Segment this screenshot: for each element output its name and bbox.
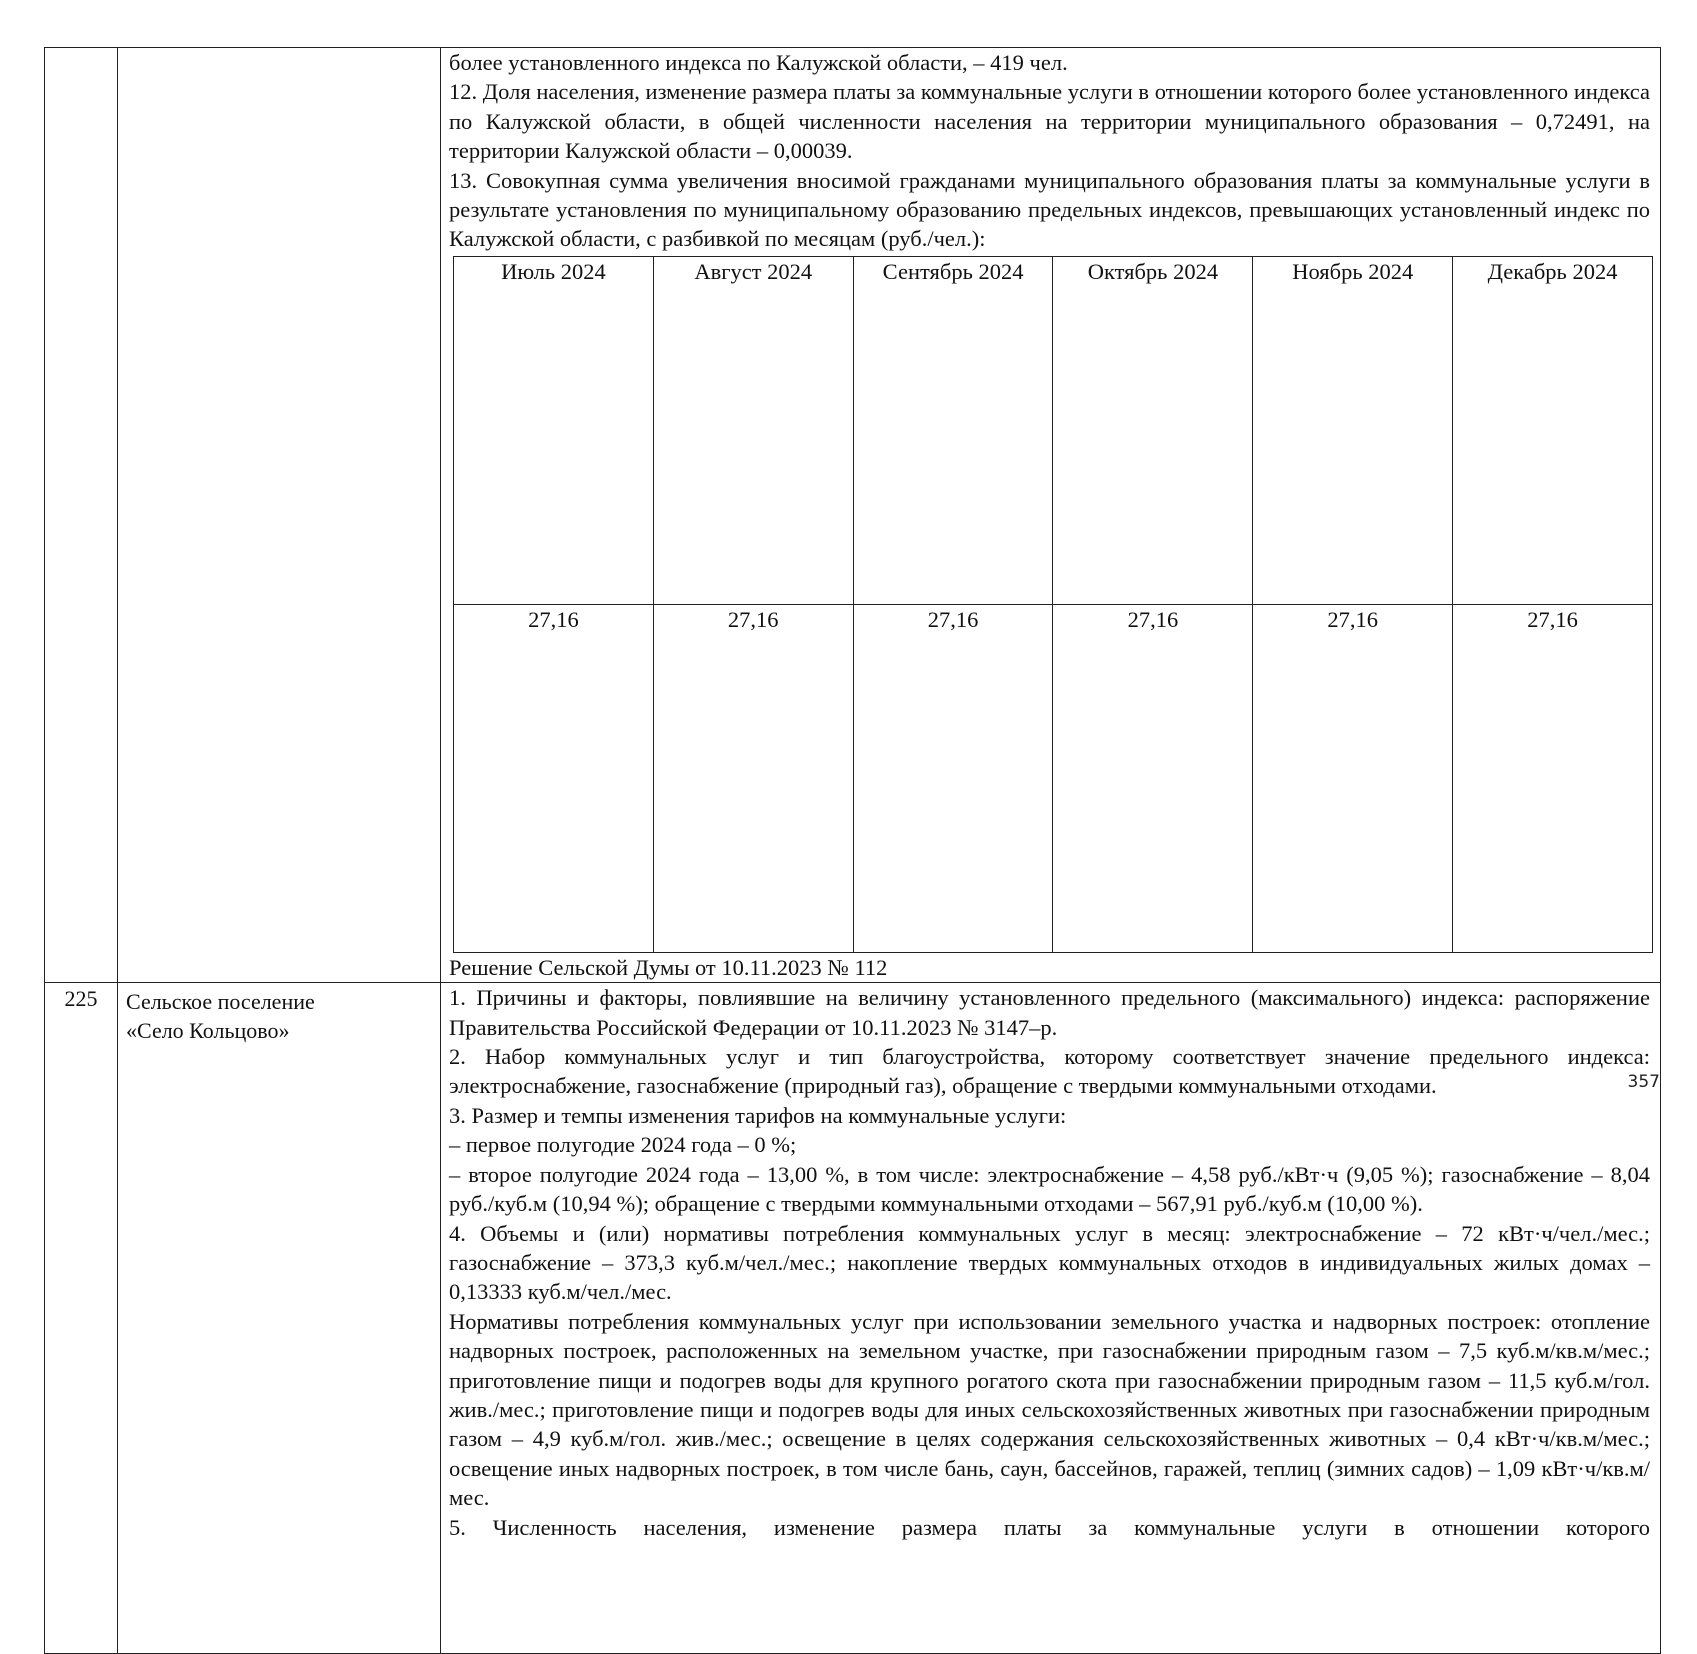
paragraph: – первое полугодие 2024 года – 0 %; <box>449 1132 797 1158</box>
description-cell <box>441 983 1661 1654</box>
paragraph: более установленного индекса по Калужской области, – 419 чел. <box>449 50 1068 75</box>
month-header: Ноябрь 2024 <box>1253 256 1453 604</box>
paragraph: 3. Размер и темпы изменения тарифов на коммунальные услуги: <box>449 1102 1067 1128</box>
paragraph: 12. Доля населения, изменение размера платы за коммунальные услуги в отношении которого более установленного индекса по Калужской области, в общей численности населения на территории муниципального образования – 0,72491, на территории Калужской области – 0,00039. <box>449 79 1650 164</box>
paragraph: – второе полугодие 2024 года – 13,00 %, в том числе: электроснабжение – 4,58 руб./кВт·ч (9,05 %); газоснабжение – 8,04 руб./куб.м (10,94 %); обращение с твердыми коммунальными отходами – 567,91 руб./куб.м (10,00 %). <box>449 1161 1650 1217</box>
description-cell <box>441 48 1661 983</box>
month-header: Декабрь 2024 <box>1453 256 1653 604</box>
index-table <box>44 47 1661 1654</box>
page-number: 357 <box>1627 1072 1660 1092</box>
month-header: Октябрь 2024 <box>1053 256 1253 604</box>
month-value: 27,16 <box>653 604 853 952</box>
paragraph: 5. Численность населения, изменение размера платы за коммунальные услуги в отношении которого <box>449 1514 1650 1540</box>
months-values-row <box>454 604 1653 952</box>
month-value: 27,16 <box>1053 604 1253 952</box>
row-number-cell <box>45 48 118 983</box>
municipality-name-cell <box>118 983 441 1654</box>
paragraph: Нормативы потребления коммунальных услуг при использовании земельного участка и надворных построек: отопление надворных построек, расположенных на земельном участке, при газоснабжении природным газом – 7,5 куб.м/кв.м/мес.; приготовление пищи и подогрев воды для крупного рогатого скота при газоснабжении природным газом – 11,5 куб.м/гол. жив./мес.; приготовление пищи и подогрев воды для иных сельскохозяйственных животных при газоснабжении природным газом – 4,9 куб.м/гол. жив./мес.; освещение в целях содержания сельскохозяйственных животных – 0,4 кВт·ч/кв.м/мес.; освещение иных надворных построек, в том числе бань, саун, бассейнов, гаражей, теплиц (зимних садов) – 1,09 кВт·ч/кв.м/мес. <box>449 1308 1650 1511</box>
table-row <box>45 983 1661 1654</box>
month-value: 27,16 <box>1453 604 1653 952</box>
monthly-increase-table <box>453 256 1653 953</box>
month-header: Июль 2024 <box>454 256 654 604</box>
municipality-name: «Село Кольцово» <box>126 1018 290 1044</box>
table-row <box>45 48 1661 983</box>
municipality-name-cell <box>118 48 441 983</box>
paragraph: 1. Причины и факторы, повлиявшие на величину установленного предельного (максимального) индекса: распоряжение Правительства Российской Федерации от 10.11.2023 № 3147–р. <box>449 985 1650 1040</box>
month-header: Сентябрь 2024 <box>853 256 1053 604</box>
month-header: Август 2024 <box>653 256 853 604</box>
month-value: 27,16 <box>853 604 1053 952</box>
month-value: 27,16 <box>1253 604 1453 952</box>
decision-text: Решение Сельской Думы от 10.11.2023 № 112 <box>449 954 888 980</box>
month-value: 27,16 <box>454 604 654 952</box>
municipality-type: Сельское поселение <box>126 989 315 1015</box>
row-number-cell: 225 <box>45 983 118 1654</box>
paragraph: 13. Совокупная сумма увеличения вносимой гражданами муниципального образования платы за коммунальные услуги в результате установления по муниципальному образованию предельных индексов, превышающих установленный индекс по Калужской области, с разбивкой по месяцам (руб./чел.): <box>449 167 1650 252</box>
paragraph: 2. Набор коммунальных услуг и тип благоустройства, которому соответствует значение предельного индекса: электроснабжение, газоснабжение (природный газ), обращение с твердыми коммунальными отходами. <box>449 1044 1650 1099</box>
paragraph: 4. Объемы и (или) нормативы потребления коммунальных услуг в месяц: электроснабжение – 72 кВт·ч/чел./мес.; газоснабжение – 373,3 куб.м/чел./мес.; накопление твердых коммунальных отходов в индивидуальных жилых домах – 0,13333 куб.м/чел./мес. <box>449 1220 1650 1305</box>
months-header-row <box>454 256 1653 604</box>
